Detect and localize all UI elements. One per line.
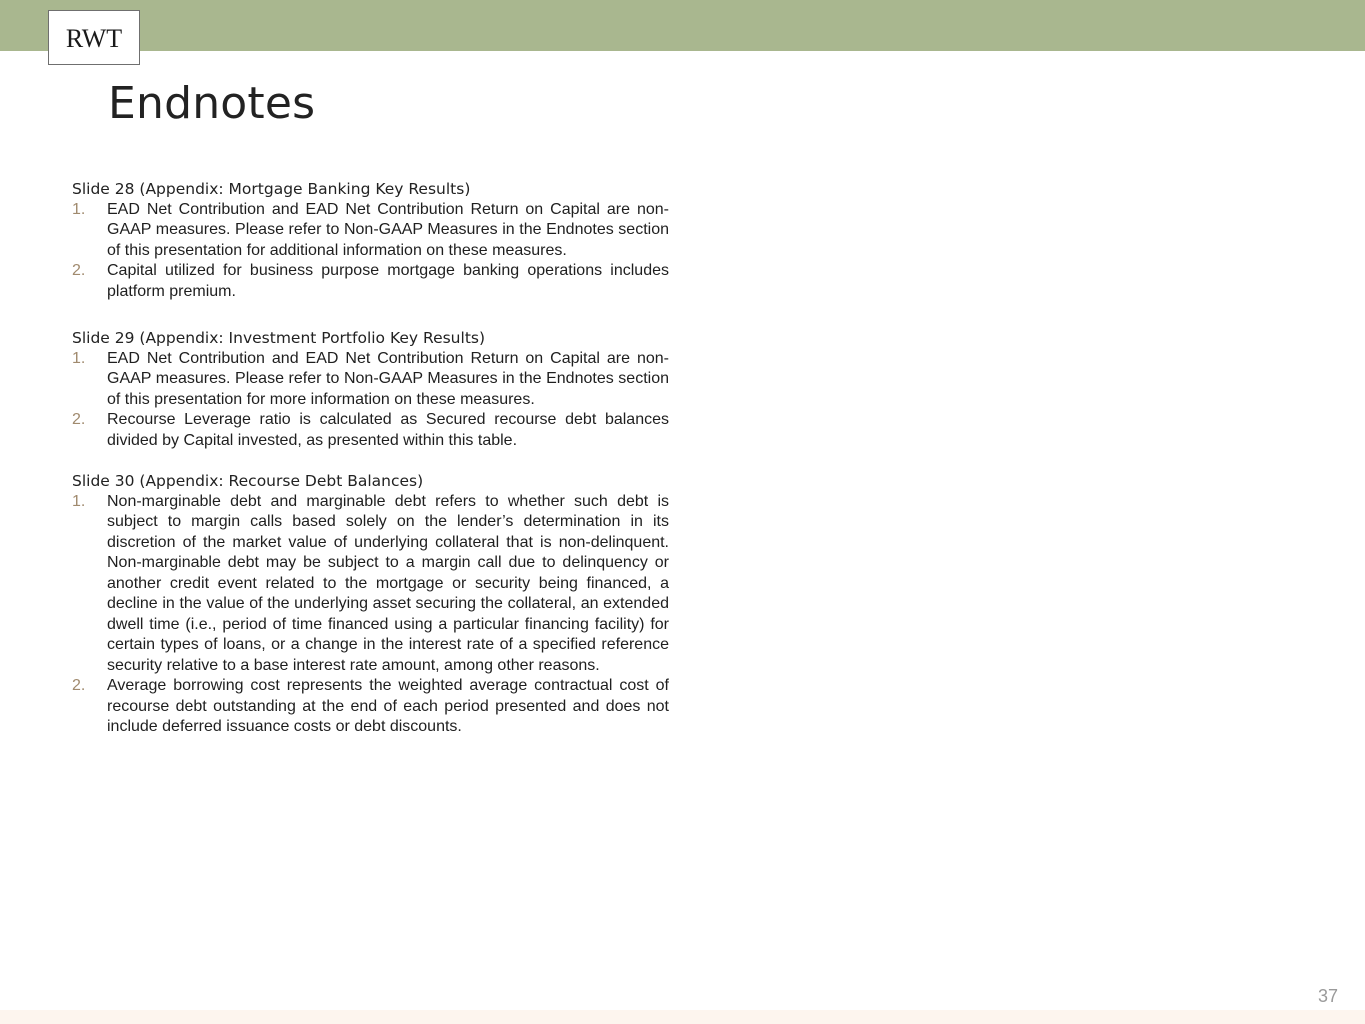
endnote-number: 1.: [72, 349, 86, 367]
endnote-number: 2.: [72, 677, 86, 694]
logo-text: RWT: [65, 23, 123, 53]
page-title: Endnotes: [108, 78, 316, 129]
section-title: Slide 29 (Appendix: Investment Portfolio Key Results): [72, 329, 486, 347]
company-logo: [48, 10, 140, 65]
page-number: 37: [1317, 986, 1338, 1006]
endnote-item: [72, 676, 669, 738]
endnote-text: Non-marginable debt and marginable debt refers to whether such debt is subject to margin calls based solely on the lender’s determination in its discretion of the market value of underlying collateral that is non-delinquent. Non-marginable debt may be subject to a margin call due to delinquency or another credit event related to the mortgage or security being financed, a decline in the value of the underlying asset securing the collateral, an extended dwell time (i.e., period of time financed using a particular financing facility) for certain types of loans, or a change in the interest rate of a specified reference security relative to a base interest rate amount, among other reasons.: [107, 492, 669, 674]
endnote-section-slide-29: [72, 328, 669, 451]
endnote-text: Recourse Leverage ratio is calculated as Secured recourse debt balances divided by Capital invested, as presented within this table.: [107, 411, 669, 449]
endnote-list: [72, 492, 669, 738]
endnote-number: 1.: [72, 200, 86, 218]
footer-band: [0, 1010, 1365, 1024]
endnote-item: [72, 200, 669, 262]
endnote-text: EAD Net Contribution and EAD Net Contribution Return on Capital are non-GAAP measures. Please refer to Non-GAAP Measures in the Endnotes section of this presentation for additional information on these measures.: [107, 200, 669, 259]
endnote-item: [72, 349, 669, 411]
endnote-section-slide-28: [72, 179, 669, 302]
endnote-list: [72, 349, 669, 452]
section-title: Slide 30 (Appendix: Recourse Debt Balances): [72, 472, 424, 490]
endnote-number: 1.: [72, 492, 86, 510]
endnote-number: 2.: [72, 411, 86, 428]
endnote-text: Capital utilized for business purpose mortgage banking operations includes platform premium.: [107, 262, 669, 300]
section-title: Slide 28 (Appendix: Mortgage Banking Key Results): [72, 180, 471, 198]
endnote-item: [72, 410, 669, 451]
endnote-item: [72, 261, 669, 302]
endnote-number: 2.: [72, 262, 86, 279]
endnotes-body: [72, 179, 669, 738]
endnote-text: Average borrowing cost represents the weighted average contractual cost of recourse debt outstanding at the end of each period presented and does not include deferred issuance costs or debt discounts.: [107, 677, 669, 735]
endnote-section-slide-30: [72, 471, 669, 738]
endnote-item: [72, 492, 669, 677]
header-band: [0, 0, 1365, 51]
endnote-list: [72, 200, 669, 303]
endnote-text: EAD Net Contribution and EAD Net Contribution Return on Capital are non-GAAP measures. Please refer to Non-GAAP Measures in the Endnotes section of this presentation for more information on these measures.: [107, 349, 669, 408]
